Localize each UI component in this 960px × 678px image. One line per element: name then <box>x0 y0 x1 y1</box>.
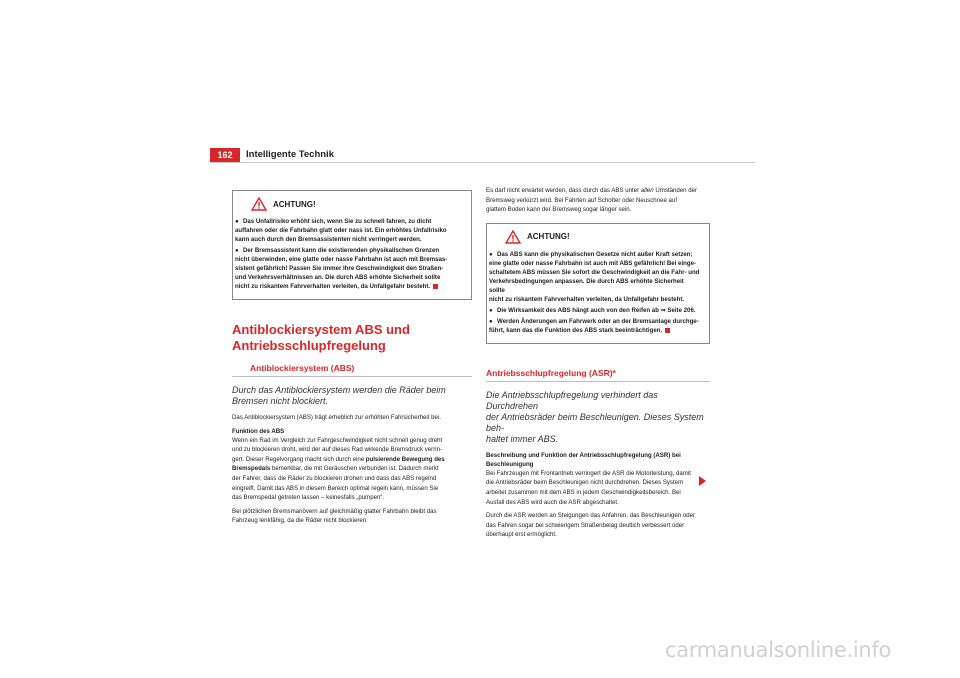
body-paragraph: Durch die ASR werden an Steigungen das Anfahren, das Beschleunigen oder das Fahren sogar bei schwierigem Straßenbelag deutlich verbessert oder überhaupt erst ermöglicht. <box>486 512 696 539</box>
section-heading: Antiblockiersystem ABS und Antriebsschlupfregelung <box>232 322 410 353</box>
warning-triangle-icon <box>251 197 267 211</box>
warning-title: ACHTUNG! <box>273 199 316 209</box>
lead-text: Durch das Antiblockiersystem werden die Räder beim Bremsen nicht blockiert. <box>232 385 446 406</box>
chapter-title: Intelligente Technik <box>246 149 334 160</box>
warning-triangle-icon <box>505 230 521 244</box>
page-number: 162 <box>210 148 240 162</box>
body-paragraph: Bei Fahrzeugen mit Frontantrieb verringert die ASR die Motorleistung, damit die Antriebsräder beim Beschleunigen nicht durchdrehen. Dieses System arbeitet zusammen mit dem ABS in jedem Geschwindigkeitsbereich. Bei Ausfall des ABS wird auch die ASR abgeschaltet. <box>486 469 691 506</box>
right-column <box>486 186 710 544</box>
warning-box <box>486 223 710 344</box>
warning-title: ACHTUNG! <box>527 232 570 242</box>
warning-item: ● Werden Änderungen am Fahrwerk oder an der Bremsanlage durchge- führt, kann das die Funktion des ABS stark beeinträchtigen. <box>489 317 699 334</box>
subsection-heading: Antiblockiersystem (ABS) <box>232 363 472 377</box>
warning-box <box>232 190 472 300</box>
warning-item: ● Das ABS kann die physikalischen Gesetze nicht außer Kraft setzen; eine glatte oder nasse Fahrbahn ist auch mit ABS gefährlich! Bei einge- schaltetem ABS müssen Sie sofort die Geschwindigkeit an die Fahr- und Verkehrsbedingungen anpassen. Die durch ABS erhöhte Sicherheit sollte nicht zu riskantem Fahrverhalten verleiten, da Unfallgefahr besteht. <box>489 250 700 303</box>
watermark: carmanualsonline.info <box>665 638 892 662</box>
end-marker <box>665 328 670 333</box>
end-marker <box>433 284 438 289</box>
warning-item: ● Der Bremsassistent kann die existierenden physikalischen Grenzen nicht überwinden, eine glatte oder nasse Fahrbahn ist auch mit Bremsas- sistent gefährlich! Passen Sie immer Ihre Geschwindigkeit den Straßen- und Verkehrsverhältnissen an. Die durch ABS erhöhte Sicherheit sollte nicht zu riskantem Fahrverhalten verleiten, da Unfallgefahr besteht. <box>235 247 448 290</box>
continue-arrow-icon <box>699 476 706 486</box>
paragraph-subhead: Funktion des ABS <box>232 427 285 435</box>
left-column <box>232 190 472 530</box>
warning-item: ● Die Wirksamkeit des ABS hängt auch von den Reifen ab ⇒ Seite 206. <box>489 306 696 314</box>
intro-paragraph: Das Antiblockiersystem (ABS) trägt erheblich zur erhöhten Fahrsicherheit bei. <box>232 414 441 421</box>
lead-text: Die Antriebsschlupfregelung verhindert das Durchdrehen der Antriebsräder beim Beschleunigen. Dieses System beh- haltet immer ABS. <box>486 389 704 444</box>
body-paragraph: Bei plötzlichen Bremsmanövern auf gleichmäßig glatter Fahrbahn bleibt das Fahrzeug lenkfähig, da die Räder nicht blockieren. <box>232 507 437 525</box>
header-divider <box>210 162 755 163</box>
warning-item: ● Das Unfallrisiko erhöht sich, wenn Sie zu schnell fahren, zu dicht auffahren oder die Fahrbahn glatt oder nass ist. Ein erhöhtes Unfallrisiko kann auch durch den Bremsassistenten nicht verringert werden. <box>235 218 447 243</box>
paragraph-subhead: Beschreibung und Funktion der Antriebsschlupfregelung (ASR) bei Beschleunigung <box>486 451 681 468</box>
body-paragraph: Wenn ein Rad im Vergleich zur Fahrgeschwindigkeit nicht schnell genug dreht und zu blockieren droht, wird der auf dieses Rad wirkende Bremsdruck verrin- gert. Dieser Regelvorgang macht sich durch eine pulsierende Bewegung des Bremspedals bemerkbar, die mit Geräuschen verbunden ist. Dadurch merkt der Fahrer, dass die Räder zu blockieren drohen und dass das ABS regelnd eingreift. Damit das ABS in diesem Bereich optimal regeln kann, müssen Sie das Bremspedal getreten lassen – keinesfalls „pumpen“. <box>232 436 445 502</box>
subsection-heading: Antriebsschlupfregelung (ASR)* <box>486 368 710 382</box>
body-paragraph: Es darf nicht erwartet werden, dass durch das ABS unter allen Umständen der Bremsweg verkürzt wird. Bei Fahrten auf Schotter oder Neuschnee auf glattem Boden kann der Bremsweg sogar länger sein. <box>486 187 698 214</box>
